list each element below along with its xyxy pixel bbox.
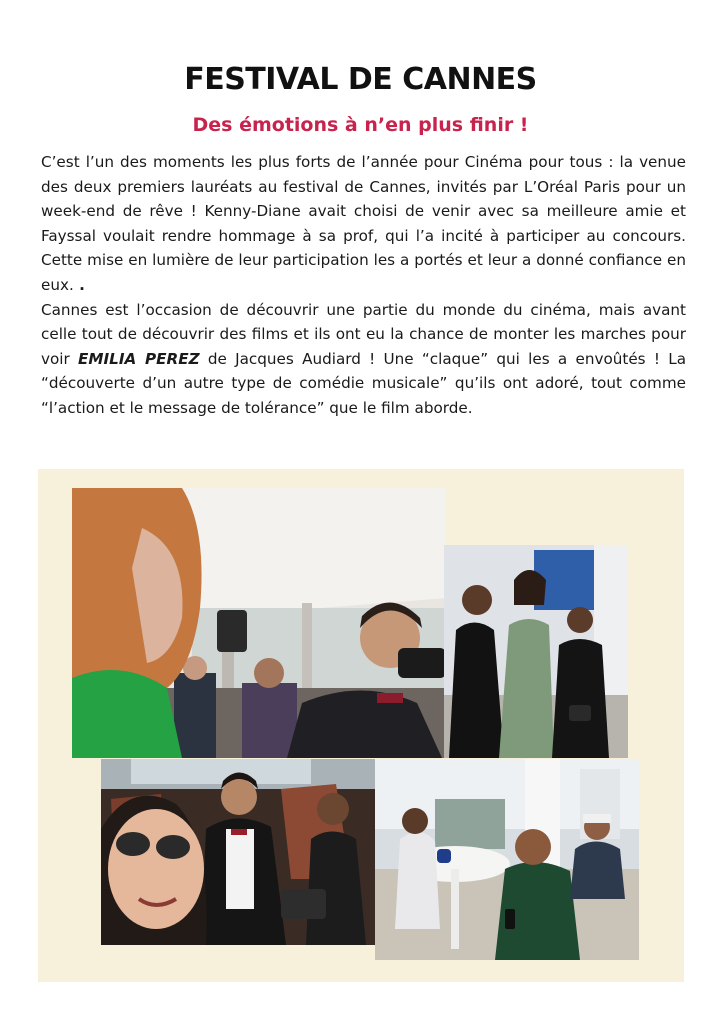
photo-three-women <box>444 545 628 758</box>
photo-interview-tent <box>72 488 446 758</box>
article-paragraph-2 <box>41 298 686 421</box>
paragraph-1-ending: . <box>73 275 85 294</box>
photo-car-selfie <box>101 759 375 945</box>
article-paragraph-1 <box>41 150 686 298</box>
page-subtitle: Des émotions à n’en plus finir ! <box>192 114 529 136</box>
paragraph-2-text-end: de Jacques Audiard ! Une “claque” qui les a envoûtés ! La “découverte d’un autre type de comédie musicale” qu’ils ont adoré, tout comme “l’action et le message de tolérance” que le film aborde. <box>41 349 687 417</box>
photo-collage <box>38 469 684 982</box>
photo-cafe-interview <box>375 759 639 960</box>
film-title: EMILIA PEREZ <box>78 349 200 368</box>
article-body <box>41 150 686 421</box>
paragraph-1-text: C’est l’un des moments les plus forts de l’année pour Cinéma pour tous : la venue des deux premiers lauréats au festival de Cannes, invités par L’Oréal Paris pour un week-end de rêve ! Kenny-Diane avait choisi de venir avec sa meilleure amie et Fayssal voulait rendre hommage à sa prof, qui l’a incité à participer au concours. Cette mise en lumière de leur participation les a portés et leur a donné confiance en eux. <box>41 153 686 294</box>
page-title: FESTIVAL DE CANNES <box>184 62 537 97</box>
paragraph-2-text-start: Cannes est l’occasion de découvrir une partie du monde du cinéma, mais avant celle tout de découvrir des films et ils ont eu la chance de monter les marches pour voir <box>41 300 686 368</box>
